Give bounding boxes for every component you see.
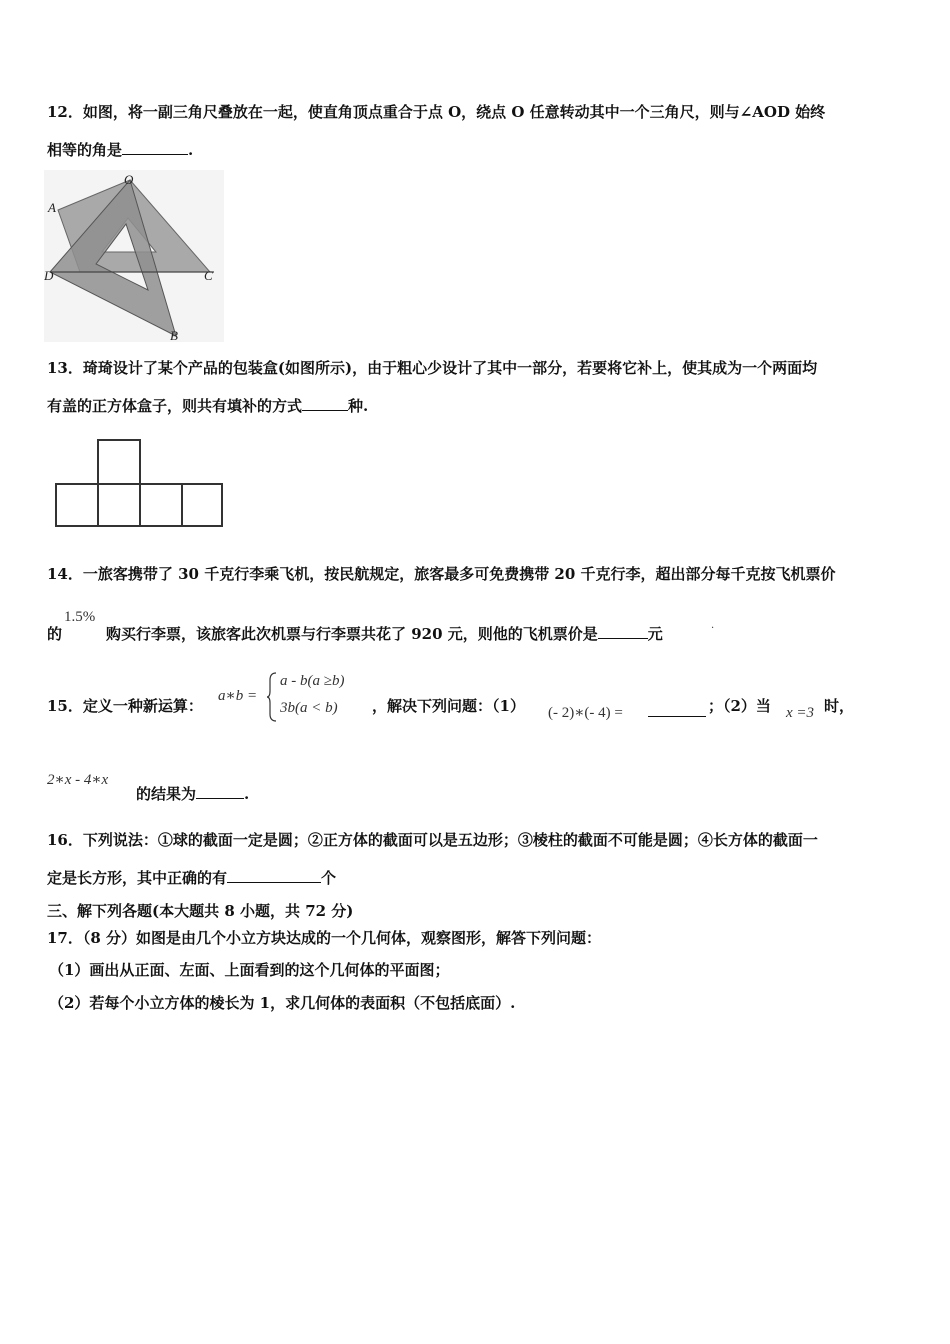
q15-middle: ，解决下列问题：（1） [372,697,525,715]
q15-result-pre: 的结果为 [136,785,197,803]
q12-line2-post: . [188,141,194,159]
q14-answer-blank [598,624,648,639]
q13-net-top-square [98,440,140,484]
q12-label-a: A [48,200,56,215]
q17-sub2: （2）若每个小立方体的棱长为 1，求几何体的表面积（不包括底面）. [49,994,516,1012]
q16-line2-post: 个 [321,869,337,887]
q13-box-net-figure [54,438,226,530]
q17-line1: 17．（8 分）如图是由几个小立方块达成的一个几何体，观察图形，解答下列问题： [47,929,602,947]
q16-line2-pre: 定是长方形，其中正确的有 [47,869,228,887]
q13-net-square-4 [182,484,222,526]
q12-line2 [47,140,193,160]
q12-label-d: D [44,268,54,283]
q15-condition: x =3 [786,705,815,721]
q12-answer-blank [122,140,188,155]
q14-line2-pre: 的 [47,625,63,643]
q13-line2 [47,396,368,416]
q14-line2-mid: 购买行李票，该旅客此次机票与行李票共花了 920 元，则他的飞机票价是 [106,625,598,643]
q15-lhs: a∗b = [218,688,258,704]
q14-line2-rest [106,624,663,644]
q13-line2-pre: 有盖的正方体盒子，则共有填补的方式 [47,397,303,415]
q15-expr2: 2∗x - 4∗x [47,772,109,788]
q12-line1: 12．如图，将一副三角尺叠放在一起，使直角顶点重合于点 O，绕点 O 任意转动其中一个三角尺，则与∠AOD 始终 [47,103,826,121]
q15-when: 时， [824,697,855,715]
q13-net-square-3 [140,484,182,526]
q12-triangle-figure [44,170,224,342]
q17-sub1: （1）画出从正面、左面、上面看到的这个几何体的平面图； [49,961,450,979]
q15-answer-blank-2 [196,784,244,799]
q14-percent: 1.5% [64,609,96,625]
q14-line2-post: 元 [647,625,663,643]
q15-result-line [136,784,249,804]
q16-line2 [47,868,336,888]
q13-net-square-2 [98,484,140,526]
q15-expr1: (- 2)∗(- 4) = [548,705,623,721]
q13-net-square-1 [56,484,98,526]
q15-brace-icon [266,672,278,722]
q15-label: 15．定义一种新运算： [47,697,203,715]
q12-label-b: B [170,328,178,342]
q13-answer-blank [302,396,348,411]
q14-line2 [47,624,62,644]
q12-label-c: C [204,268,213,283]
q13-line2-post: 种. [348,397,369,415]
section3-title: 三、解下列各题(本大题共 8 小题，共 72 分) [47,902,354,920]
q15-semicolon: ；（2）当 [708,697,771,715]
q15-case1: a - b(a ≥b) [280,673,345,689]
q15-answer-blank-1 [648,702,706,717]
q12-label-o: O [124,172,134,187]
q15-result-post: . [244,785,250,803]
q15-case2: 3b(a < b) [280,700,338,716]
q16-answer-blank [227,868,321,883]
q16-line1: 16．下列说法：①球的截面一定是圆；②正方体的截面可以是五边形；③棱柱的截面不可能是圆；④长方体的截面一 [47,831,818,849]
q14-tick-mark: . [711,620,715,631]
q12-line2-pre: 相等的角是 [47,141,123,159]
q13-line1: 13．琦琦设计了某个产品的包装盒(如图所示)，由于粗心少设计了其中一部分，若要将它补上，使其成为一个两面均 [47,359,818,377]
q14-line1: 14．一旅客携带了 30 千克行李乘飞机，按民航规定，旅客最多可免费携带 20 千克行李，超出部分每千克按飞机票价 [47,565,836,583]
